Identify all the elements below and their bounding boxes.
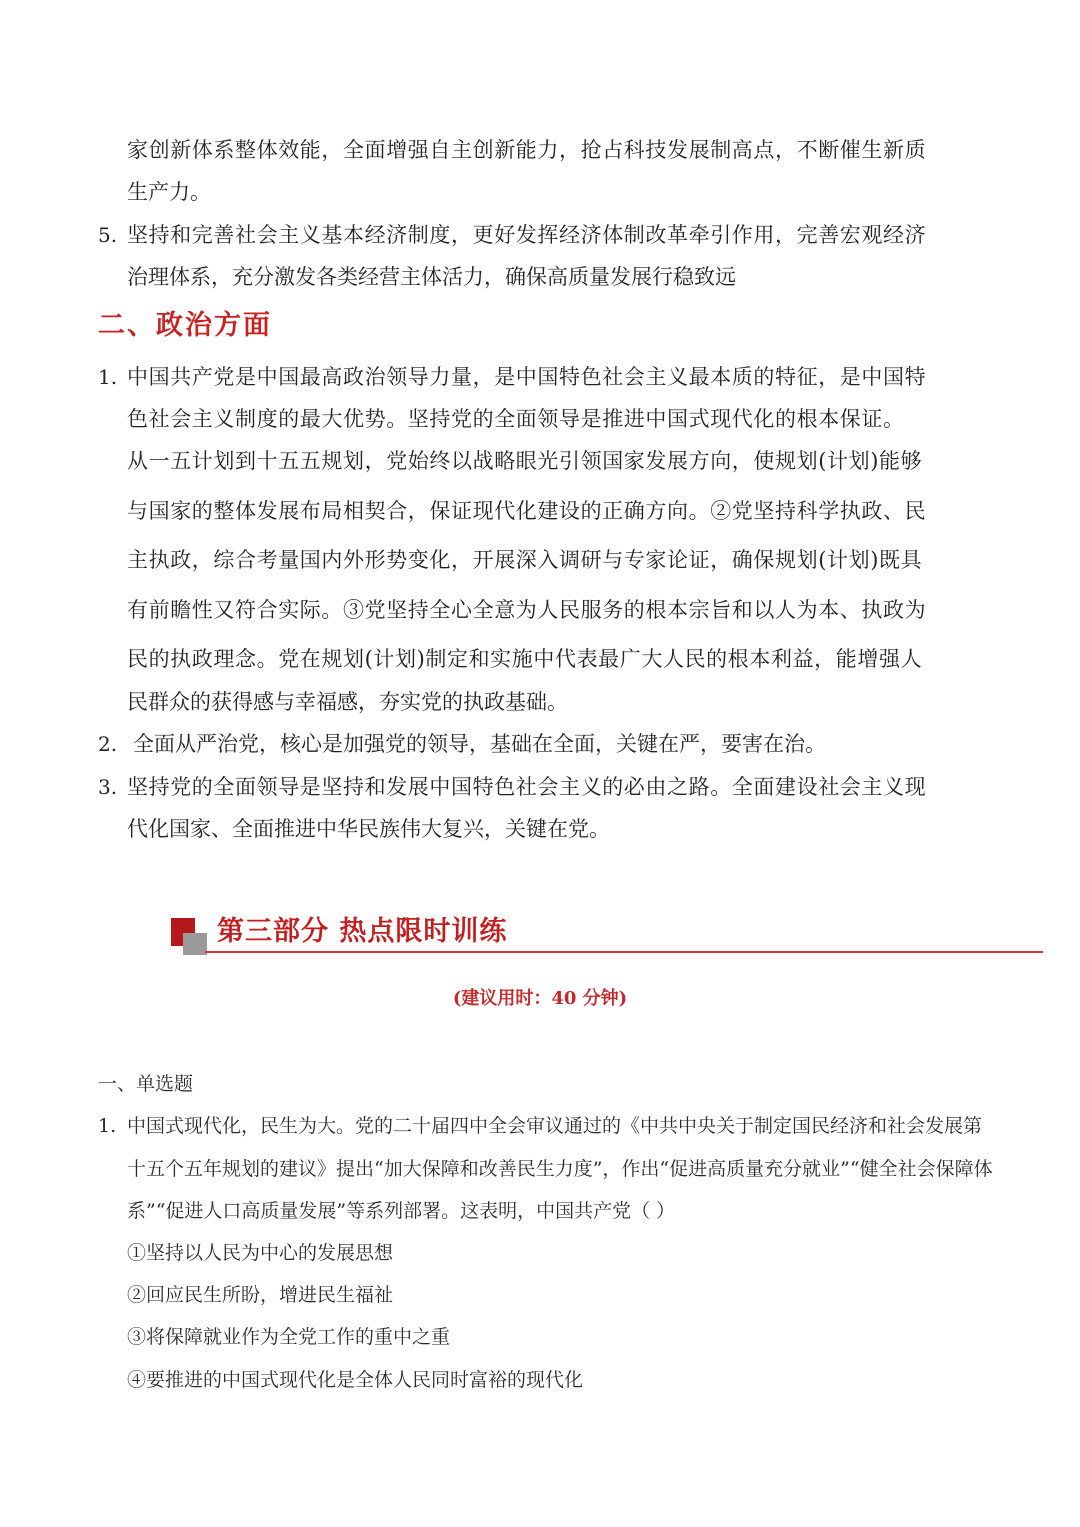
question-1-number: 1. xyxy=(98,1115,117,1137)
part3-title: 第三部分 热点限时训练 xyxy=(217,916,508,947)
question-1-line-3: 系”“促进人口高质量发展”等系列部署。这表明，中国共产党（ ） xyxy=(127,1200,676,1222)
question-1-option-3: ③将保障就业作为全党工作的重中之重 xyxy=(127,1326,451,1348)
politics-item-1-line-5: 主执政，综合考量国内外形势变化，开展深入调研与专家论证，确保规划(计划)既具 xyxy=(127,548,923,572)
politics-item-1-line-4: 与国家的整体发展布局相契合，保证现代化建设的正确方向。②党坚持科学执政、民 xyxy=(127,499,927,523)
question-1-option-4: ④要推进的中国式现代化是全体人民同时富裕的现代化 xyxy=(127,1369,584,1391)
intro-line-1: 家创新体系整体效能，全面增强自主创新能力，抢占科技发展制高点，不断催生新质 xyxy=(127,138,927,162)
part-marker-shadow-icon xyxy=(183,933,207,955)
question-1-line-2: 十五个五年规划的建议》提出“加大保障和改善民生力度”，作出“促进高质量充分就业”“健全社会保障体 xyxy=(127,1158,993,1180)
part3-divider xyxy=(205,951,1043,953)
politics-heading: 二、政治方面 xyxy=(98,310,272,341)
politics-item-2-number: 2. xyxy=(98,732,118,756)
intro-line-2: 生产力。 xyxy=(127,180,211,204)
politics-item-3-number: 3. xyxy=(98,775,118,799)
question-1-option-1: ①坚持以人民为中心的发展思想 xyxy=(127,1242,394,1264)
econ-item-5-line-2: 治理体系，充分激发各类经营主体活力，确保高质量发展行稳致远 xyxy=(127,265,736,289)
politics-item-1-line-1: 中国共产党是中国最高政治领导力量，是中国特色社会主义最本质的特征，是中国特 xyxy=(127,365,927,389)
single-choice-heading: 一、单选题 xyxy=(98,1073,194,1095)
politics-item-3-line-1: 坚持党的全面领导是坚持和发展中国特色社会主义的必由之路。全面建设社会主义现 xyxy=(127,775,927,799)
econ-item-5-number: 5. xyxy=(98,223,118,247)
politics-item-1-line-7: 民的执政理念。党在规划(计划)制定和实施中代表最广大人民的根本利益，能增强人 xyxy=(127,647,923,671)
econ-item-5-line-1: 坚持和完善社会主义基本经济制度，更好发挥经济体制改革牵引作用，完善宏观经济 xyxy=(127,223,927,247)
politics-item-1-line-6: 有前瞻性又符合实际。③党坚持全心全意为人民服务的根本宗旨和以人为本、执政为 xyxy=(127,598,927,622)
question-1-line-1: 中国式现代化，民生为大。党的二十届四中全会审议通过的《中共中央关于制定国民经济和社会发展第 xyxy=(127,1115,983,1137)
politics-item-3-line-2: 代化国家、全面推进中华民族伟大复兴，关键在党。 xyxy=(127,817,610,841)
politics-item-1-line-3: 从一五计划到十五五规划，党始终以战略眼光引领国家发展方向，使规划(计划)能够 xyxy=(127,449,923,473)
politics-item-1-line-8: 民群众的获得感与幸福感，夯实党的执政基础。 xyxy=(127,690,568,714)
part3-time-note: (建议用时：40 分钟) xyxy=(452,988,628,1009)
politics-item-1-number: 1. xyxy=(98,365,118,389)
question-1-option-2: ②回应民生所盼，增进民生福祉 xyxy=(127,1284,394,1306)
politics-item-2-line-1: 全面从严治党，核心是加强党的领导，基础在全面，关键在严，要害在治。 xyxy=(133,732,826,756)
politics-item-1-line-2: 色社会主义制度的最大优势。坚持党的全面领导是推进中国式现代化的根本保证。 xyxy=(127,407,905,431)
